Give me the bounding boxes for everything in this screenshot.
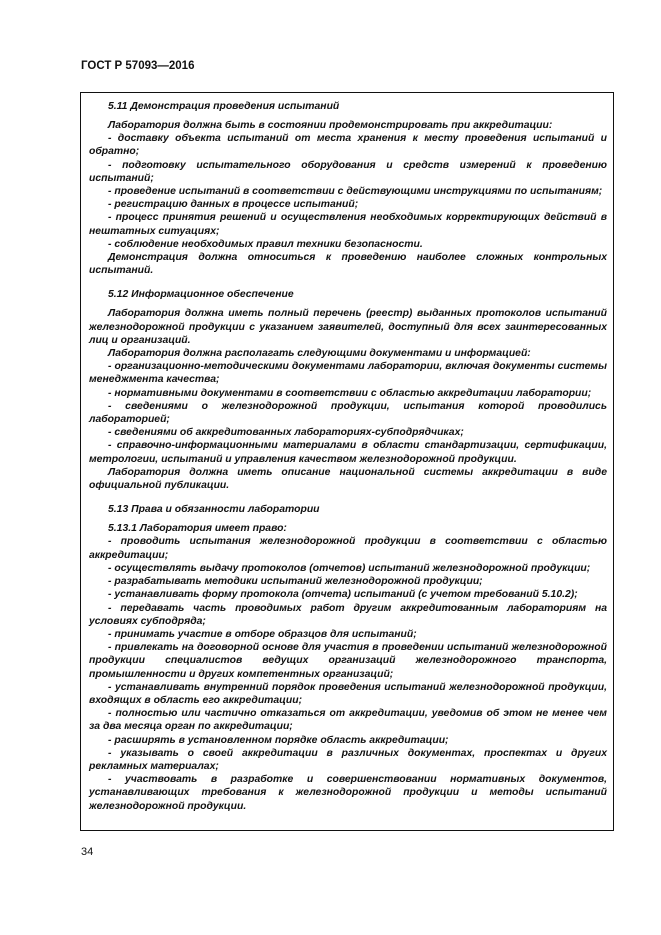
section-title: 5.11 Демонстрация проведения испытаний <box>108 101 340 112</box>
list-item: - сведениями об аккредитованных лабораториях-субподрядчиках; <box>108 427 464 439</box>
paragraph: Лаборатория должна иметь полный перечень (реестр) выданных протоколов испытаний железнодорожной продукции с указанием заявителей, доступный для всех заинтересованных лиц и организаций. <box>89 308 607 346</box>
list-item: - сведениями о железнодорожной продукции, испытания которой проводились лабораторией; <box>89 400 607 426</box>
list-item: - соблюдение необходимых правил техники безопасности. <box>108 238 423 250</box>
content-frame <box>80 92 614 831</box>
list-item: - справочно-информационными материалами в области стандартизации, сертификации, метрологии, испытаний и управления качеством железнодорожной продукции. <box>89 440 607 465</box>
list-item: - доставку объекта испытаний от места хранения к месту проведения испытаний и обратно; <box>89 133 607 158</box>
list-item: - подготовку испытательного оборудования и средств измерений к проведению испытаний; <box>89 159 607 184</box>
section-5-12 <box>89 288 607 492</box>
paragraph: Лаборатория должна располагать следующими документами и информацией: <box>108 348 531 360</box>
paragraph: 5.13.1 Лаборатория имеет право: <box>108 523 287 535</box>
list-item: - принимать участие в отборе образцов для испытаний; <box>108 628 417 640</box>
list-item: - указывать о своей аккредитации в различных документах, проспектах и других рекламных материалах; <box>89 747 607 772</box>
list-item: - расширять в установленном порядке область аккредитации; <box>108 734 449 746</box>
list-item: - устанавливать внутренний порядок проведения испытаний железнодорожной продукции, входящих в область его аккредитации; <box>89 681 607 706</box>
list-item: - осуществлять выдачу протоколов (отчетов) испытаний железнодорожной продукции; <box>108 562 591 574</box>
paragraph: Лаборатория должна иметь описание национальной системы аккредитации в виде официальной публикации. <box>89 466 607 492</box>
section-5-13 <box>89 503 607 812</box>
list-item: - полностью или частично отказаться от аккредитации, уведомив об этом не менее чем за два месяца орган по аккредитации; <box>89 708 607 733</box>
list-item: - устанавливать форму протокола (отчета) испытаний (с учетом требований 5.10.2); <box>108 589 578 601</box>
list-item: - проведение испытаний в соответствии с действующими инструкциями по испытаниям; <box>108 186 603 198</box>
list-item: - привлекать на договорной основе для участия в проведении испытаний железнодорожной продукции специалистов ведущих организаций железнодорожного транспорта, промышленности и других компетентных организаций; <box>89 642 607 680</box>
paragraph: Лаборатория должна быть в состоянии продемонстрировать при аккредитации: <box>108 120 553 131</box>
list-item: - нормативными документами в соответствии с областью аккредитации лаборатории; <box>108 387 592 399</box>
list-item: - передавать часть проводимых работ другим аккредитованным лабораториям на условиях субподряда; <box>89 602 607 627</box>
section-title: 5.13 Права и обязанности лаборатории <box>108 504 320 516</box>
document-id: ГОСТ Р 57093—2016 <box>81 60 195 72</box>
list-item: - разрабатывать методики испытаний железнодорожной продукции; <box>108 576 483 588</box>
section-title: 5.12 Информационное обеспечение <box>108 289 294 301</box>
list-item: - регистрацию данных в процессе испытаний; <box>108 199 359 211</box>
list-item: - участвовать в разработке и совершенствовании нормативных документов, устанавливающих требования к железнодорожной продукции и методы испытаний железнодорожной продукции. <box>89 774 607 812</box>
list-item: - организационно-методическими документами лаборатории, включая документы системы менеджмента качества; <box>89 361 607 386</box>
list-item: - процесс принятия решений и осуществления необходимых корректирующих действий в нештатных ситуациях; <box>89 212 607 237</box>
paragraph: Демонстрация должна относиться к проведению наиболее сложных контрольных испытаний. <box>89 252 607 277</box>
page-number: 34 <box>81 846 94 858</box>
list-item: - проводить испытания железнодорожной продукции в соответствии с областью аккредитации; <box>89 536 607 561</box>
section-5-11 <box>89 100 607 277</box>
